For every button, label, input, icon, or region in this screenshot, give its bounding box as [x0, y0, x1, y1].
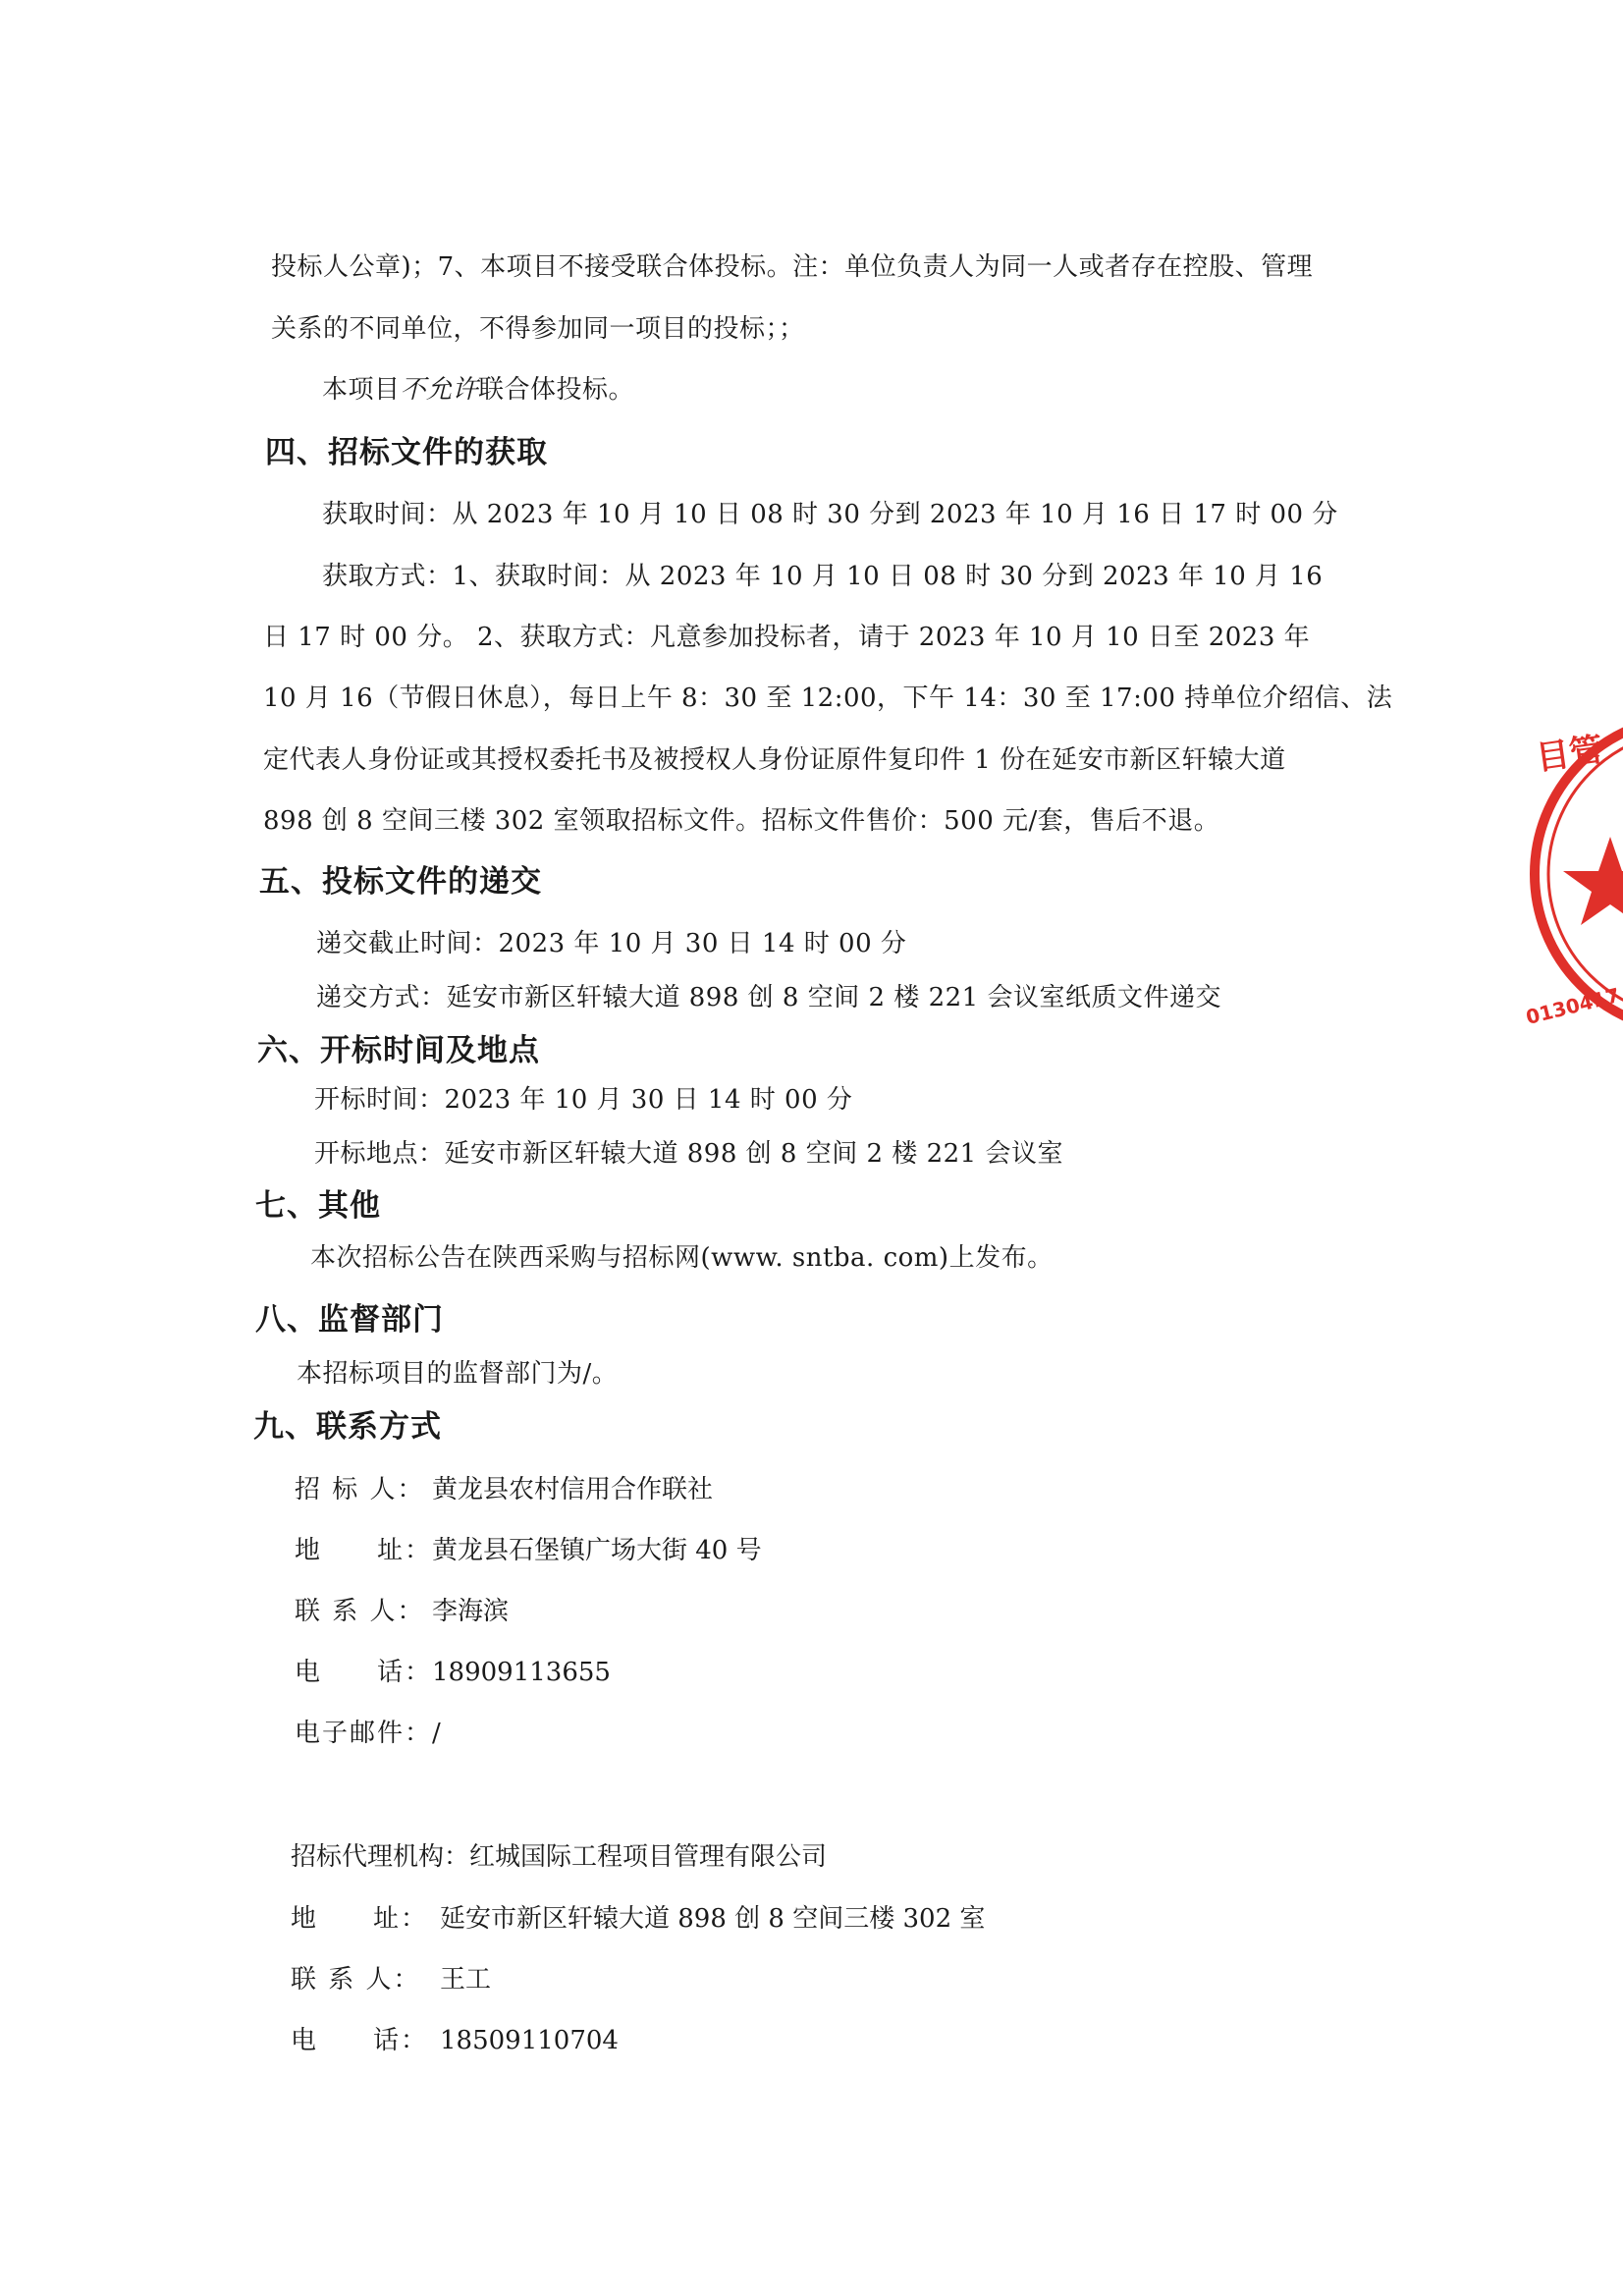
- contact-label: 联 系 人：: [295, 1597, 425, 1626]
- contact-value: 黄龙县石堡镇广场大街 40 号: [432, 1536, 762, 1565]
- seal-star-icon: [1563, 837, 1623, 925]
- section-9-heading: 九、联系方式: [253, 1409, 442, 1445]
- section-7-text: 本次招标公告在陕西采购与招标网(www. sntba. com)上发布。: [310, 1243, 1054, 1273]
- intro-line-1: 投标人公章)；7、本项目不接受联合体投标。注：单位负责人为同一人或者存在控股、管理: [271, 252, 1314, 282]
- contact-label: 招 标 人：: [295, 1475, 425, 1504]
- section-6-place: 开标地点：延安市新区轩辕大道 898 创 8 空间 2 楼 221 会议室: [314, 1139, 1063, 1169]
- intro-line-3: [322, 373, 634, 407]
- tenderer-phone-row: [295, 1656, 611, 1689]
- agency-address-row: [291, 1902, 985, 1936]
- contact-value: 王工: [440, 1965, 492, 1995]
- agency-phone-row: [291, 2024, 619, 2057]
- seal-text-top: 目管: [1534, 730, 1605, 779]
- agency-name: 红城国际工程项目管理有限公司: [469, 1842, 828, 1872]
- contact-label: 电子邮件：: [295, 1719, 433, 1748]
- section-5-method: 递交方式：延安市新区轩辕大道 898 创 8 空间 2 楼 221 会议室纸质文件递交: [316, 983, 1221, 1012]
- section-4-method-line-2: 日 17 时 00 分。 2、获取方式：凡意参加投标者，请于 2023 年 10 月 10 日至 2023 年: [263, 623, 1311, 652]
- contact-value: 18509110704: [440, 2026, 619, 2055]
- contact-value: 延安市新区轩辕大道 898 创 8 空间三楼 302 室: [440, 1904, 986, 1934]
- intro-line-3-italic: 不允许: [400, 375, 479, 405]
- contact-label: 地 址：: [295, 1536, 433, 1565]
- tenderer-email-row: [295, 1717, 441, 1750]
- contact-value: 黄龙县农村信用合作联社: [432, 1475, 714, 1504]
- section-5-deadline: 递交截止时间：2023 年 10 月 30 日 14 时 00 分: [316, 929, 907, 958]
- agency-name-row: [291, 1840, 827, 1874]
- section-8-heading: 八、监督部门: [255, 1302, 444, 1338]
- contact-value: /: [432, 1719, 441, 1748]
- section-5-heading: 五、投标文件的递交: [259, 864, 542, 900]
- section-4-time: 获取时间：从 2023 年 10 月 10 日 08 时 30 分到 2023 年 10 月 16 日 17 时 00 分: [322, 500, 1338, 529]
- contact-value: 李海滨: [432, 1597, 510, 1626]
- section-4-heading: 四、招标文件的获取: [265, 435, 548, 470]
- contact-label: 电 话：: [295, 1658, 433, 1687]
- tenderer-address-row: [295, 1534, 762, 1567]
- agency-contact-row: [291, 1963, 491, 1996]
- seal-text-bottom: 0130417: [1523, 983, 1622, 1029]
- section-4-method-line-3: 10 月 16（节假日休息），每日上午 8：30 至 12:00，下午 14：30 至 17:00 持单位介绍信、法: [263, 683, 1393, 713]
- tenderer-name-row: [295, 1473, 713, 1506]
- section-6-heading: 六、开标时间及地点: [257, 1033, 540, 1068]
- company-seal-stamp: [1520, 707, 1623, 1041]
- section-4-method-line-1: 获取方式：1、获取时间：从 2023 年 10 月 10 日 08 时 30 分到 2023 年 10 月 16: [322, 562, 1324, 591]
- contact-label: 联 系 人：: [291, 1965, 421, 1995]
- section-8-text: 本招标项目的监督部门为/。: [297, 1359, 619, 1389]
- tenderer-contact-row: [295, 1595, 509, 1628]
- agency-label: 招标代理机构：: [291, 1842, 470, 1872]
- section-6-time: 开标时间：2023 年 10 月 30 日 14 时 00 分: [314, 1085, 853, 1115]
- intro-line-3-suffix: 联合体投标。: [478, 375, 635, 405]
- intro-line-3-prefix: 本项目: [322, 375, 401, 405]
- section-7-heading: 七、其他: [255, 1188, 381, 1224]
- section-4-method-line-4: 定代表人身份证或其授权委托书及被授权人身份证原件复印件 1 份在延安市新区轩辕大道: [263, 745, 1286, 775]
- contact-label: 电 话：: [291, 2026, 429, 2055]
- contact-value: 18909113655: [432, 1658, 611, 1687]
- intro-line-2: 关系的不同单位，不得参加同一项目的投标；；: [271, 314, 805, 344]
- section-4-method-line-5: 898 创 8 空间三楼 302 室领取招标文件。招标文件售价：500 元/套，售后不退。: [263, 806, 1220, 836]
- contact-label: 地 址：: [291, 1904, 429, 1934]
